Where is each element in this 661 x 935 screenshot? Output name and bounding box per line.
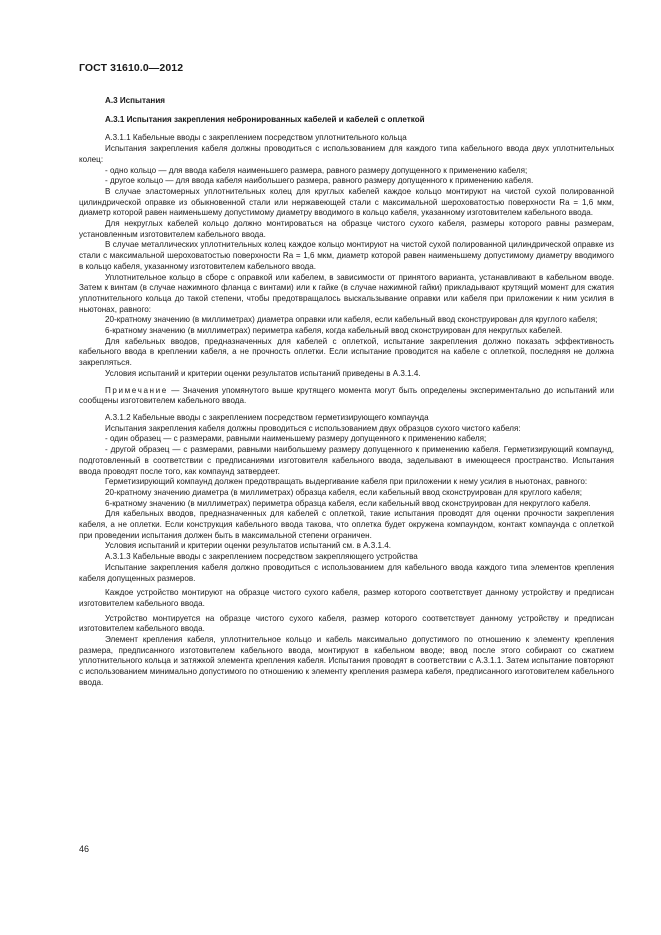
paragraph: Испытание закрепления кабеля должно проводиться с использованием для кабельного ввода каждого типа элементов крепления кабеля допущенных размеров. bbox=[79, 562, 614, 583]
paragraph: В случае эластомерных уплотнительных колец для круглых кабелей каждое кольцо монтируют на чистой сухой полированной цилиндрической оправке из обыкновенной стали или нержавеющей стали с максимальной шероховатостью поверхности Ra = 1,6 мкм, диаметр которой равен наименьшему допустимому диаметру вводимого в кольцо кабеля, указанному изготовителем кабельного ввода. bbox=[79, 186, 614, 218]
paragraph: 20-кратному значению (в миллиметрах) диаметра оправки или кабеля, если кабельный ввод сконструирован для круглого кабеля; bbox=[105, 315, 598, 325]
note-label: Примечание bbox=[105, 385, 168, 395]
paragraph: Для кабельных вводов, предназначенных для кабелей с оплеткой, такие испытания проводят для оценки прочности закрепления кабеля, а не оплетки. Если конструкция кабельного ввода такова, что оплетка будет окружена компаундом, контакт компаунда с оплеткой при проведении испытания должен быть в максимальной степени ограничен. bbox=[79, 509, 614, 540]
paragraph: Условия испытаний и критерии оценки результатов испытаний приведены в А.3.1.4. bbox=[105, 368, 421, 378]
paragraph: Испытания закрепления кабеля должны проводиться с использованием для каждого типа кабельного ввода двух уплотнительных колец: bbox=[79, 144, 614, 164]
paragraph: Условия испытаний и критерии оценки результатов испытаний см. в А.3.1.4. bbox=[105, 541, 392, 551]
list-item: - один образец — с размерами, равными наименьшему размеру допущенного к применению кабеля; bbox=[105, 434, 487, 444]
page-number: 46 bbox=[79, 844, 90, 854]
clause-heading: А.3.1.2 Кабельные вводы с закреплением посредством герметизирующего компаунда bbox=[105, 412, 429, 422]
list-item: - другой образец — с размерами, равными наибольшему размеру допущенного к применению кабеля. Герметизирующий компаунд, подготовленный в соответствии с предписаниями изготовителя кабельного ввода, заделывают в имеющееся пространство. Испытания ввода проводят после того, как компаунд затвердеет. bbox=[79, 445, 614, 476]
paragraph: 6-кратному значению (в миллиметрах) периметра кабеля, когда кабельный ввод сконструирован для некруглых кабелей. bbox=[105, 326, 563, 336]
paragraph: В случае металлических уплотнительных колец каждое кольцо монтируют на чистой сухой полированной цилиндрической оправке из стали с максимальной шероховатостью поверхности Ra = 1,6 мкм, диаметр которой равен наименьшему допустимому диаметру вводимого в кольцо кабеля, указанному изготовителем кабельного ввода. bbox=[79, 240, 614, 271]
paragraph: Уплотнительное кольцо в сборе с оправкой или кабелем, в зависимости от принятого варианта, устанавливают в кабельном вводе. Затем к винтам (в случае нажимного фланца с винтами) или к гайке (в случае нажимной гайки) прикладывают крутящий момент для сжатия уплотнительного кольца до такой степени, чтобы предотвращалось выскальзывание оправки или кабеля при приложении к ним усилия в ньютонах, равного: bbox=[79, 272, 614, 314]
list-item: - другое кольцо — для ввода кабеля наибольшего размера, равного размеру допущенного к применению кабеля. bbox=[105, 176, 534, 186]
section-heading: А.3 Испытания bbox=[105, 96, 166, 105]
note bbox=[79, 386, 614, 407]
paragraph: Устройство монтируется на образце чистого сухого кабеля, размер которого соответствует данному устройству и предписан изготовителем кабельного ввода. bbox=[79, 613, 614, 634]
paragraph: Каждое устройство монтируют на образце чистого сухого кабеля, размер которого соответствует данному устройству и предписан изготовителем кабельного ввода. bbox=[79, 588, 614, 608]
paragraph: 6-кратному значению (в миллиметрах) периметра образца кабеля, если кабельный ввод сконструирован для некруглого кабеля. bbox=[105, 498, 591, 508]
list-item: - одно кольцо — для ввода кабеля наименьшего размера, равного размеру допущенного к применению кабеля; bbox=[105, 165, 528, 175]
paragraph: Герметизирующий компаунд должен предотвращать выдергивание кабеля при приложении к нему усилия в ньютонах, равного: bbox=[105, 477, 588, 487]
clause-heading: А.3.1.1 Кабельные вводы с закреплением посредством уплотнительного кольца bbox=[105, 133, 407, 143]
paragraph: Испытания закрепления кабеля должны проводиться с использованием двух образцов сухого чистого кабеля: bbox=[105, 423, 521, 433]
paragraph: 20-кратному значению диаметра (в миллиметрах) образца кабеля, если кабельный ввод сконструирован для круглого кабеля; bbox=[105, 487, 582, 497]
paragraph: Элемент крепления кабеля, уплотнительное кольцо и кабель максимально допустимого по отношению к элементу крепления размера, предписанного изготовителем кабельного ввода, монтируют в кабельном вводе; ввод после этого собирают со сжатием уплотнительного кольца и затяжкой элемента крепления кабеля. Испытания проводят в соответствии с А.3.1.1. Затем испытание повторяют с использованием минимально допустимого по отношению к элементу крепления размера кабеля, предписанного изготовителем кабельного ввода. bbox=[79, 635, 614, 687]
subsection-heading: А.3.1 Испытания закрепления небронированных кабелей и кабелей с оплеткой bbox=[105, 114, 425, 124]
paragraph: Для некруглых кабелей кольцо должно монтироваться на образце чистого сухого кабеля, размеры которого равны размерам, установленным изготовителем кабельного ввода. bbox=[79, 219, 614, 239]
paragraph: Для кабельных вводов, предназначенных для кабелей с оплеткой, испытание закрепления должно показать эффективность кабельного ввода в креплении кабеля, а не прочность оплетки. Если испытание проводится на кабеле с оплеткой, последняя не должна закрепляться. bbox=[79, 336, 614, 368]
note-text: — Значения упомянутого выше крутящего момента могут быть определены экспериментально до испытаний или сообщены изготовителем кабельного ввода. bbox=[79, 385, 614, 406]
clause-heading: А.3.1.3 Кабельные вводы с закреплением посредством закрепляющего устройства bbox=[105, 552, 418, 562]
document-header: ГОСТ 31610.0—2012 bbox=[79, 62, 184, 74]
page-body bbox=[79, 96, 614, 689]
